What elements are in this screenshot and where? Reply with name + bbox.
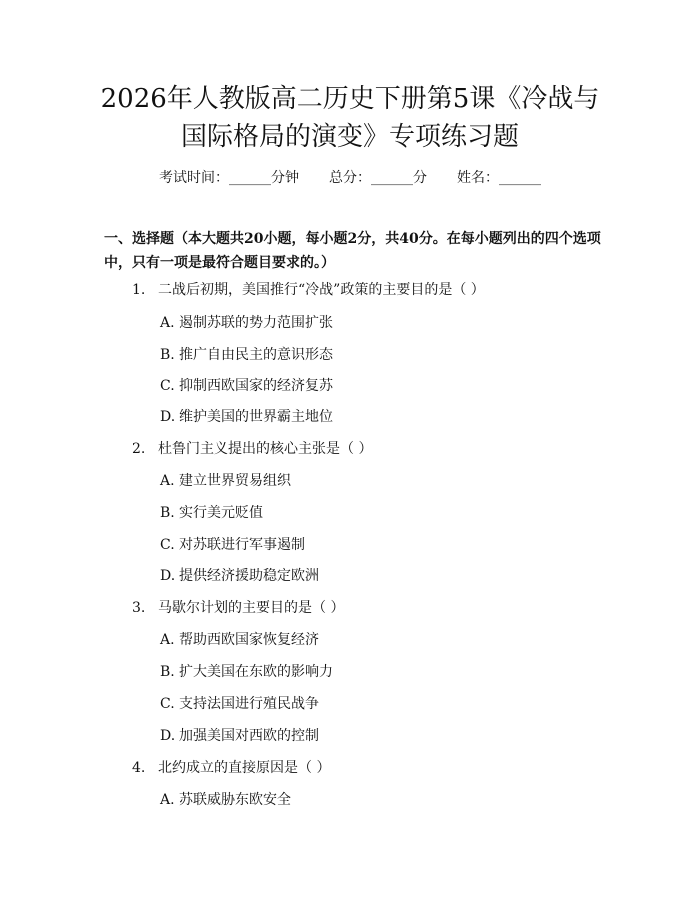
question-2-option-a [160,471,580,491]
exam-info-line [0,169,700,187]
option-letter: D. [160,409,176,425]
question-text: 北约成立的直接原因是（ ） [158,760,331,776]
option-letter: A. [160,632,175,648]
option-text: 苏联威胁东欧安全 [179,792,291,808]
option-text: 抑制西欧国家的经济复苏 [179,378,333,394]
option-letter: D. [160,568,176,584]
option-text: 维护美国的世界霸主地位 [179,409,333,425]
question-number: 4. [132,760,146,776]
question-3-option-b [160,662,580,682]
option-letter: C. [160,537,175,553]
option-letter: C. [160,378,175,394]
option-text: 扩大美国在东欧的影响力 [179,664,333,680]
question-1-option-c [160,376,580,396]
question-2 [132,439,592,459]
option-letter: B. [160,347,175,363]
student-name-field: 姓名：______ [457,170,541,186]
question-4 [132,758,592,778]
question-3 [132,598,592,618]
option-text: 帮助西欧国家恢复经济 [179,632,319,648]
option-letter: A. [160,792,175,808]
question-text: 马歇尔计划的主要目的是（ ） [158,600,345,616]
page-title [0,80,700,156]
question-3-option-c [160,694,580,714]
option-letter: C. [160,696,175,712]
option-text: 实行美元贬值 [179,505,263,521]
option-text: 提供经济援助稳定欧洲 [179,568,319,584]
section-heading: 一、选择题（本大题共20小题，每小题2分，共40分。在每小题列出的四个选项中，只有一项是最符合题目要求的。） [104,231,601,271]
option-text: 对苏联进行军事遏制 [179,537,305,553]
question-4-option-a [160,790,580,810]
option-text: 建立世界贸易组织 [179,473,291,489]
option-text: 推广自由民主的意识形态 [179,347,333,363]
question-3-option-a [160,630,580,650]
question-2-option-d [160,566,580,586]
option-letter: B. [160,505,175,521]
title-line-1: 2026年人教版高二历史下册第5课《冷战与 [100,84,600,114]
question-1 [132,280,592,300]
question-1-option-a [160,313,580,333]
question-text: 二战后初期，美国推行“冷战”政策的主要目的是（ ） [158,282,485,298]
title-line-2: 国际格局的演变》专项练习题 [180,122,519,152]
total-score-field: 总分：______分 [329,170,427,186]
exam-time-field: 考试时间：______分钟 [159,170,299,186]
option-text: 支持法国进行殖民战争 [179,696,319,712]
question-text: 杜鲁门主义提出的核心主张是（ ） [158,441,373,457]
option-letter: B. [160,664,175,680]
option-letter: A. [160,473,175,489]
question-number: 1. [132,282,146,298]
option-letter: A. [160,315,175,331]
question-2-option-c [160,535,580,555]
option-text: 遏制苏联的势力范围扩张 [179,315,333,331]
question-2-option-b [160,503,580,523]
question-3-option-d [160,726,580,746]
question-number: 2. [132,441,146,457]
question-number: 3. [132,600,146,616]
question-1-option-b [160,345,580,365]
option-text: 加强美国对西欧的控制 [179,728,319,744]
question-1-option-d [160,407,580,427]
option-letter: D. [160,728,176,744]
